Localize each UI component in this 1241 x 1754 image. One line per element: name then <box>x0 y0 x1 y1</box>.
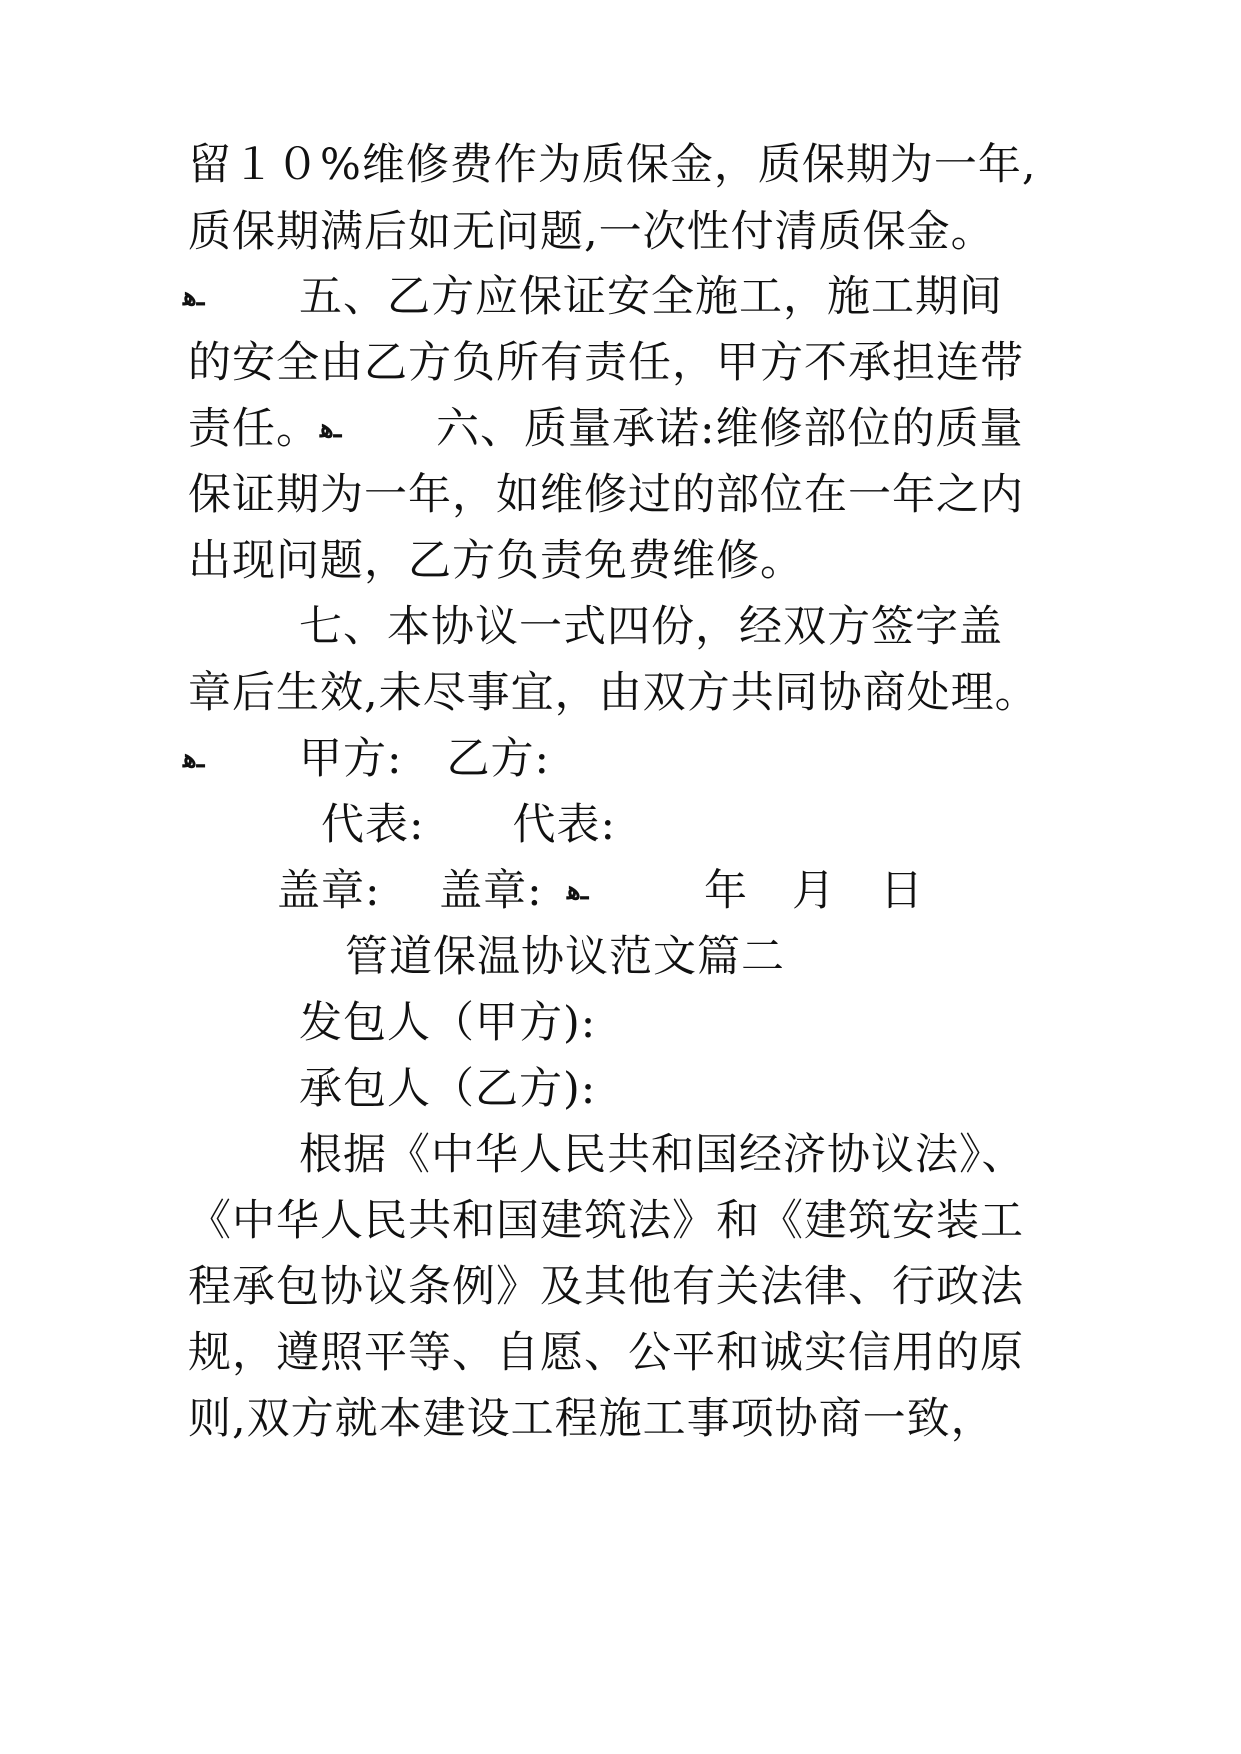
paragraph-mark-icon: ـﻫ <box>183 744 205 774</box>
text-line: 出现问题，乙方负责免费维修。 <box>188 536 804 586</box>
paragraph-mark-icon: ـﻫ <box>183 282 205 312</box>
party-line: 甲方: 乙方: <box>299 734 550 784</box>
text-line: 则,双方就本建设工程施工事项协商一致， <box>188 1394 995 1444</box>
date-line: 年 月 日 <box>704 866 924 916</box>
text-line: 章后生效,未尽事宜，由双方共同协商处理。 <box>188 668 1039 718</box>
text-line: 留１０%维修费作为质保金，质保期为一年, <box>188 140 1037 190</box>
text-line: 《中华人民共和国建筑法》和《建筑安装工 <box>188 1196 1024 1246</box>
text-line: 保证期为一年，如维修过的部位在一年之内 <box>188 470 1024 520</box>
text-line: 责任。 <box>188 404 320 454</box>
text-line: 五、乙方应保证安全施工，施工期间 <box>299 272 1003 322</box>
paragraph-mark-icon: ـﻫ <box>567 876 589 906</box>
text-line: 七、本协议一式四份，经双方签字盖 <box>299 602 1003 652</box>
text-line: 承包人（乙方): <box>299 1064 597 1114</box>
paragraph-mark-icon: ـﻫ <box>320 414 342 444</box>
seal-line: 盖章: 盖章: <box>277 866 543 916</box>
text-line: 根据《中华人民共和国经济协议法》、 <box>299 1130 1026 1180</box>
text-line: 质保期满后如无问题,一次性付清质保金。 <box>188 207 995 257</box>
text-line: 规，遵照平等、自愿、公平和诚实信用的原 <box>188 1328 1024 1378</box>
representative-line: 代表: 代表: <box>321 800 616 850</box>
text-line: 六、质量承诺:维修部位的质量 <box>436 404 1024 454</box>
text-line: 程承包协议条例》及其他有关法律、行政法 <box>188 1262 1024 1312</box>
text-line: 发包人（甲方): <box>299 998 597 1048</box>
section-heading: 管道保温协议范文篇二 <box>345 932 785 982</box>
text-line: 的安全由乙方负所有责任，甲方不承担连带 <box>188 338 1024 388</box>
